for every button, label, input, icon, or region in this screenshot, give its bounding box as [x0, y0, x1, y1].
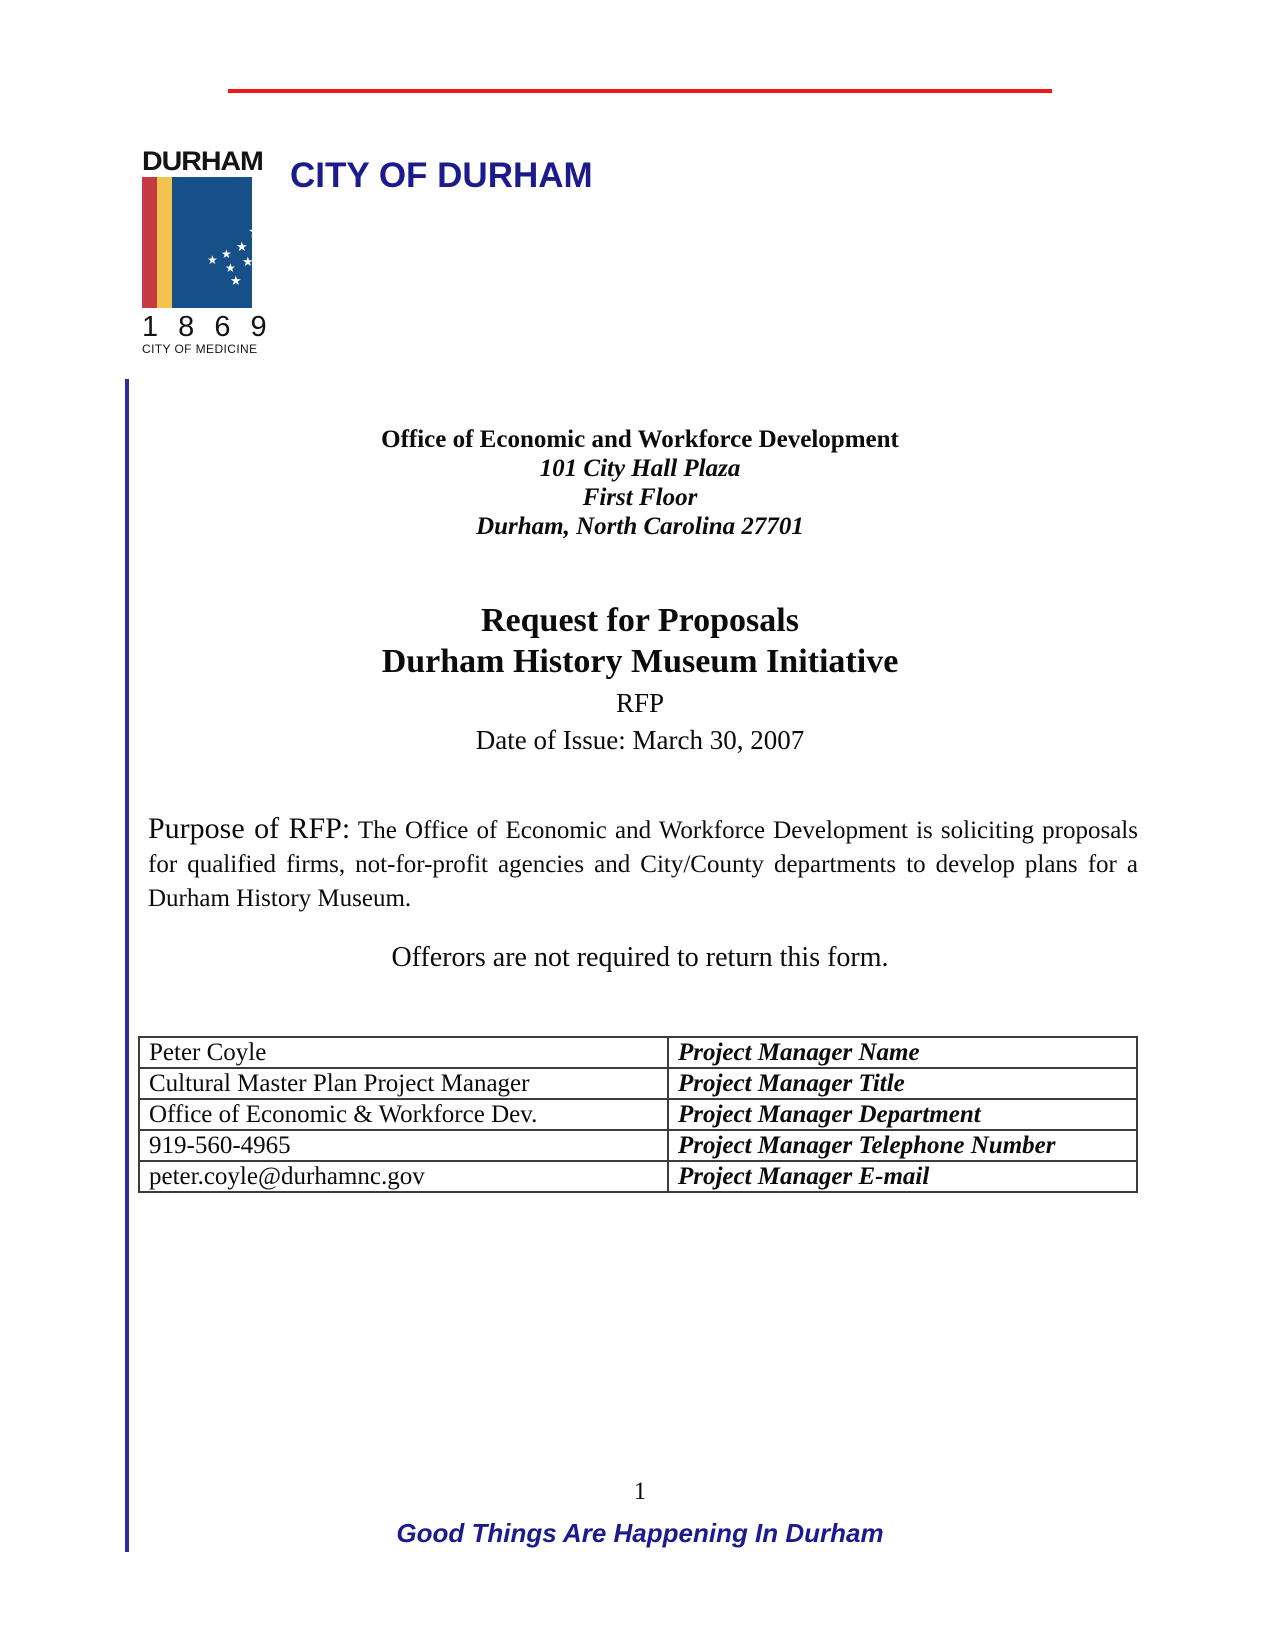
project-manager-table [138, 1036, 1138, 1193]
title-block [140, 600, 1140, 756]
star-icon [236, 240, 248, 253]
table-row [139, 1161, 1137, 1192]
star-icon [254, 244, 266, 257]
pm-name-label: Project Manager Name [668, 1037, 1137, 1068]
pm-email-value: peter.coyle@durhamnc.gov [139, 1161, 668, 1192]
table-row [139, 1099, 1137, 1130]
return-form-notice: Offerors are not required to return this form. [391, 942, 889, 973]
table-row [139, 1037, 1137, 1068]
flag-gold-stripe [157, 177, 172, 308]
pm-name-value: Peter Coyle [139, 1037, 668, 1068]
purpose-label: Purpose of RFP: [148, 812, 351, 845]
pm-title-label: Project Manager Title [668, 1068, 1137, 1099]
pm-department-value: Office of Economic & Workforce Dev. [139, 1099, 668, 1130]
pm-department-label: Project Manager Department [668, 1099, 1137, 1130]
address-block [140, 425, 1140, 541]
table-row [139, 1130, 1137, 1161]
star-icon [248, 225, 262, 241]
table-row [139, 1068, 1137, 1099]
left-blue-rule [125, 379, 129, 1552]
page-number: 1 [633, 1478, 647, 1505]
star-icon [242, 255, 254, 268]
star-icon [230, 274, 242, 287]
document-title-line-2: Durham History Museum Initiative [381, 643, 899, 680]
rfp-label: RFP [615, 688, 665, 718]
star-icon [207, 254, 218, 266]
logo-tagline: CITY OF MEDICINE [142, 342, 258, 356]
date-of-issue: Date of Issue: March 30, 2007 [475, 725, 805, 755]
logo-year: 1 8 6 9 [142, 311, 273, 343]
address-line-2: First Floor [582, 484, 698, 511]
top-red-rule [228, 89, 1052, 93]
pm-phone-value: 919-560-4965 [139, 1130, 668, 1161]
purpose-text: The Office of Economic and Workforce Development is soliciting proposals for qualified firms, not-for-profit agencies and City/County departments to develop plans for a Durham History Museum. [148, 817, 1138, 912]
footer-slogan: Good Things Are Happening In Durham [396, 1518, 884, 1548]
document-title-line-1: Request for Proposals [481, 602, 799, 639]
address-line-3: Durham, North Carolina 27701 [476, 513, 804, 540]
pm-email-label: Project Manager E-mail [668, 1161, 1137, 1192]
durham-flag-icon [142, 177, 252, 308]
city-title: CITY OF DURHAM [290, 156, 593, 195]
flag-red-stripe [142, 177, 157, 308]
flag-blue-field [172, 177, 252, 308]
office-name: Office of Economic and Workforce Development [381, 426, 899, 453]
durham-logo [142, 146, 273, 356]
pm-title-value: Cultural Master Plan Project Manager [139, 1068, 668, 1099]
logo-wordmark: DURHAM [142, 146, 263, 176]
purpose-paragraph [148, 812, 1138, 916]
pm-phone-label: Project Manager Telephone Number [668, 1130, 1137, 1161]
address-line-1: 101 City Hall Plaza [539, 455, 741, 482]
star-icon [221, 248, 232, 260]
